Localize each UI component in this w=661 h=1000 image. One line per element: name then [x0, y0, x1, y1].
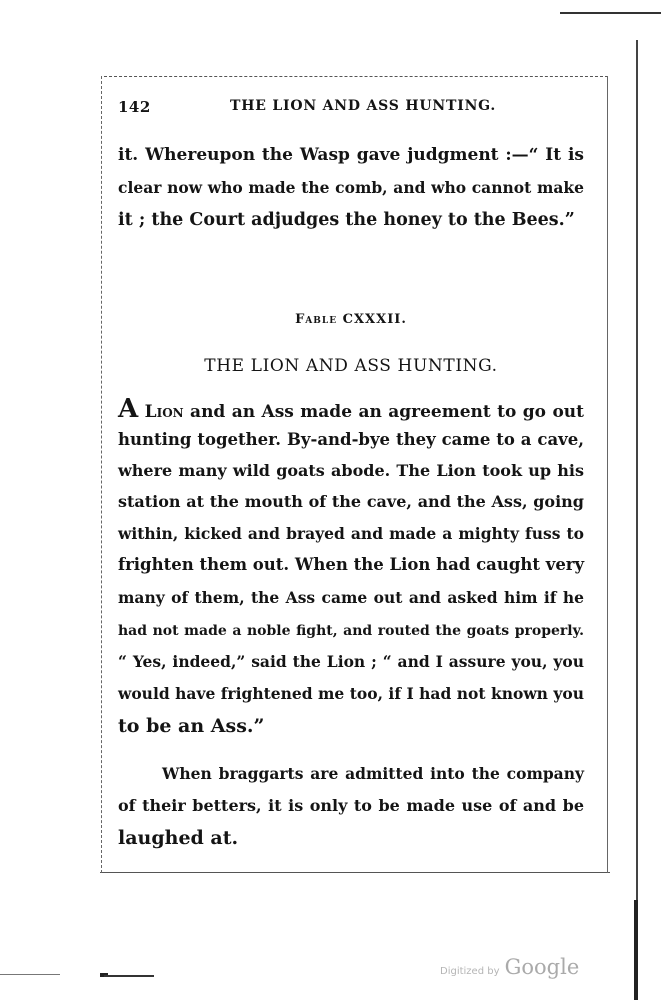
page-frame-top — [104, 76, 608, 77]
smallcaps-word: Lion — [144, 402, 184, 422]
continuation-line: clear now who made the comb, and who cannot make — [118, 178, 584, 197]
fable-line: many of them, the Ass came out and asked him if he — [118, 588, 584, 607]
drop-initial: A — [118, 394, 139, 424]
fable-title: THE LION AND ASS HUNTING. — [204, 356, 498, 376]
first-line-rest: and an Ass made an agreement to go out — [183, 402, 584, 422]
fable-line: frighten them out. When the Lion had caught very — [118, 555, 585, 574]
fable-line: would have frightened me too, if I had not known you — [118, 684, 584, 703]
fable-line: “ Yes, indeed,” said the Lion ; “ and I assure you, you — [118, 652, 584, 671]
scan-edge-line-right — [636, 40, 638, 1000]
running-header — [118, 98, 584, 122]
fable-line: to be an Ass.” — [118, 715, 265, 737]
fable-line: station at the mouth of the cave, and the Ass, going — [118, 492, 584, 511]
moral-line: of their betters, it is only to be made use of and be — [118, 796, 584, 815]
fable-line: where many wild goats abode. The Lion took up his — [118, 461, 584, 480]
scan-edge-shadow-right — [634, 900, 638, 1000]
running-title: THE LION AND ASS HUNTING. — [230, 98, 497, 114]
moral-line: When braggarts are admitted into the company — [162, 764, 584, 783]
fable-first-line — [118, 394, 584, 424]
page-number: 142 — [118, 98, 151, 116]
scan-edge-mark-line — [104, 975, 154, 977]
digitized-watermark — [440, 955, 579, 979]
fable-number: Fable CXXXII. — [295, 312, 407, 327]
moral-line: laughed at. — [118, 827, 239, 849]
watermark-prefix: Digitized by — [440, 966, 500, 977]
page-frame-left — [101, 76, 102, 873]
fable-line: hunting together. By-and-bye they came to a cave, — [118, 430, 584, 449]
continuation-line: it. Whereupon the Wasp gave judgment :—“ It is — [118, 145, 584, 165]
page-frame-bottom — [100, 872, 610, 873]
page-frame-right — [607, 76, 608, 873]
fable-line: had not made a noble fight, and routed the goats properly. — [118, 623, 584, 639]
watermark-brand: Google — [504, 955, 580, 979]
scan-edge-line-top — [560, 12, 661, 14]
scan-edge-line-bottom — [0, 974, 60, 975]
fable-line: within, kicked and brayed and made a mighty fuss to — [118, 524, 584, 543]
continuation-line: it ; the Court adjudges the honey to the Bees.” — [118, 210, 575, 230]
